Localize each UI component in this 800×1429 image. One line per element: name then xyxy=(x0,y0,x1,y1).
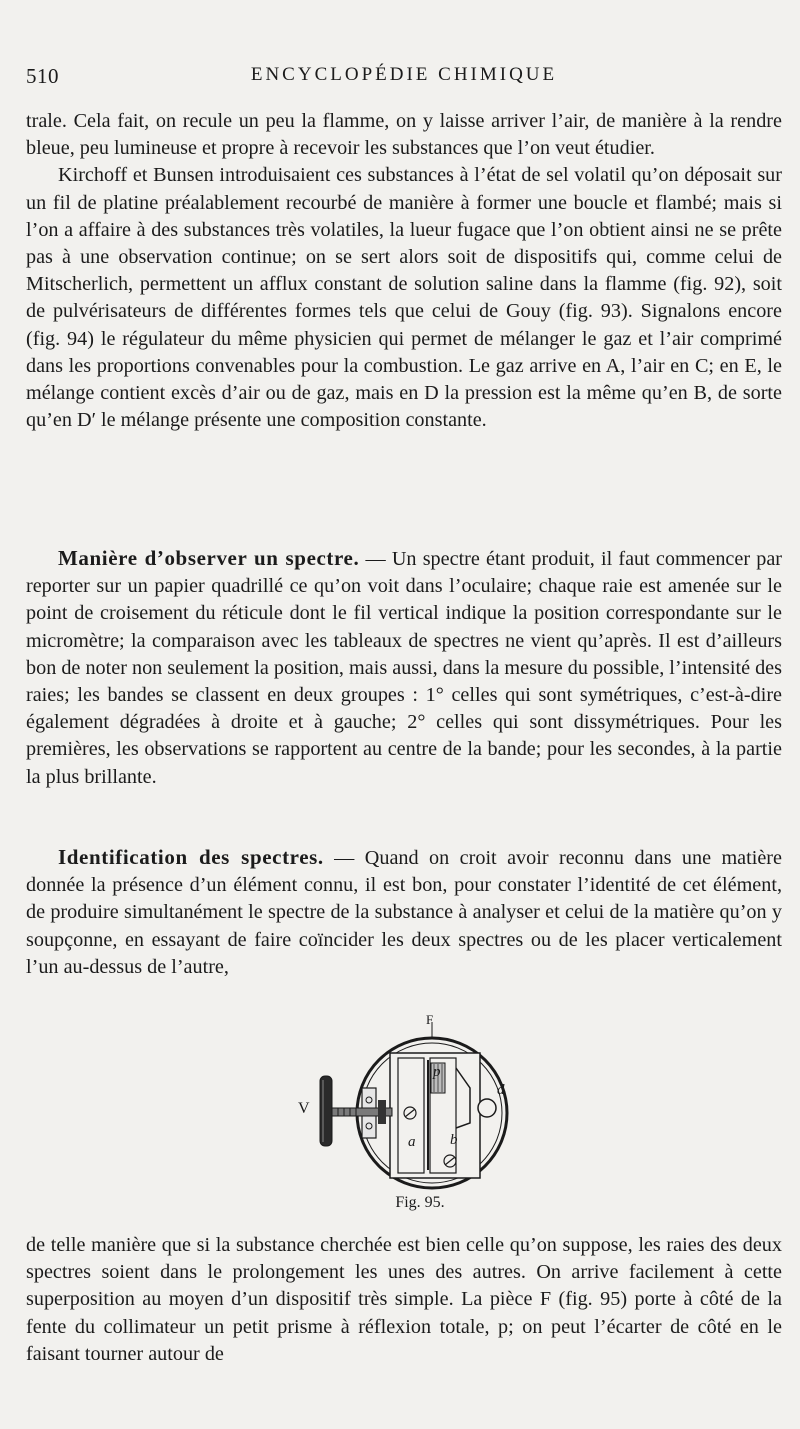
label-b: b xyxy=(450,1132,458,1148)
paragraph-observing xyxy=(26,545,782,791)
section-title-observing: Manière d’observer un spectre. xyxy=(58,546,360,570)
paragraph-kirchoff-bunsen: Kirchoff et Bunsen introduisaient ces substances à l’état de sel volatil qu’on déposait sur un fil de platine préalablement recourbé de manière à former une boucle et flambé; mais si l’on a affaire à des substances très volatiles, la lueur fugace que l’on obtient ainsi ne se prête pas à une observation continue; on se sert alors soit de dispositifs qui, comme celui de Mitscherlich, permettent un afflux constant de solution saline dans la flamme (fig. 92), soit de pulvérisateurs de différentes formes tels que celui de Gouy (fig. 93). Signalons encore (fig. 94) le régulateur du même physicien qui permet de mélanger le gaz et l’air comprimé dans les proportions convenables pour la combustion. Le gaz arrive en A, l’air en C; en E, le mélange contient excès d’air ou de gaz, mais en D la pression est la même qu’en B, de sorte qu’en D′ le mélange présente une composition constante. xyxy=(26,164,782,432)
section-body-observing: — Un spectre étant produit, il faut commencer par reporter sur un papier quadrillé ce qu’on voit dans l’oculaire; chaque raie est amenée sur le point de croisement du réticule dont le fil vertical indique la position correspondante sur le micromètre; la comparaison avec les tableaux de spectres ne vient qu’après. Il est d’ailleurs bon de noter non seulement la position, mais aussi, dans la mesure du possible, l’intensité des raies; les bandes se classent en deux groupes : 1° celles qui sont symétriques, c’est-à-dire également dégradées à droite et à gauche; 2° celles qui sont dissymétriques. Pour les premières, les observations se rapportent au centre de la bande; pour les secondes, à la partie la plus brillante. xyxy=(26,548,783,788)
label-d: d xyxy=(497,1082,505,1098)
running-title: ENCYCLOPÉDIE CHIMIQUE xyxy=(250,64,558,85)
label-a: a xyxy=(408,1134,416,1150)
prism-apparatus-illustration xyxy=(290,1008,550,1193)
paragraph-superposition: de telle manière que si la substance cherchée est bien celle qu’on suppose, les raies des deux spectres soient dans le prolongement les unes des autres. On arrive facilement à cette superposition au moyen d’un dispositif très simple. La pièce F (fig. 95) porte à côté de la fente du collimateur un petit prisme à réflexion totale, p; on peut l’écarter de côté en le faisant tourner autour de xyxy=(26,1234,782,1365)
paragraph-continuation: trale. Cela fait, on recule un peu la flamme, on y laisse arriver l’air, de manière à la rendre bleue, peu lumineuse et propre à recevoir les substances que l’on veut étudier. xyxy=(26,110,782,160)
text-block-intro xyxy=(26,108,782,434)
section-body-identification: — Quand on croit avoir reconnu dans une matière donnée la présence d’un élément connu, il est bon, pour constater l’identité de cet élément, de produire simultanément le spectre de la substance à analyser et celui de la matière qu’on y soupçonne, en essayant de faire coïncider les deux spectres ou de les placer verticalement l’un au-dessus de l’autre, xyxy=(26,847,782,978)
page-header xyxy=(26,64,782,94)
paragraph-identification xyxy=(26,844,782,981)
label-p: p xyxy=(433,1064,441,1080)
section-identification xyxy=(26,844,782,981)
label-F: F xyxy=(426,1012,434,1027)
section-title-identification: Identification des spectres. xyxy=(58,845,324,869)
page-number: 510 xyxy=(26,64,59,88)
figure-95 xyxy=(290,1008,550,1218)
figure-caption: Fig. 95. xyxy=(395,1194,445,1211)
text-block-final xyxy=(26,1232,782,1368)
section-observing-spectrum xyxy=(26,545,782,791)
label-V: V xyxy=(298,1100,310,1117)
